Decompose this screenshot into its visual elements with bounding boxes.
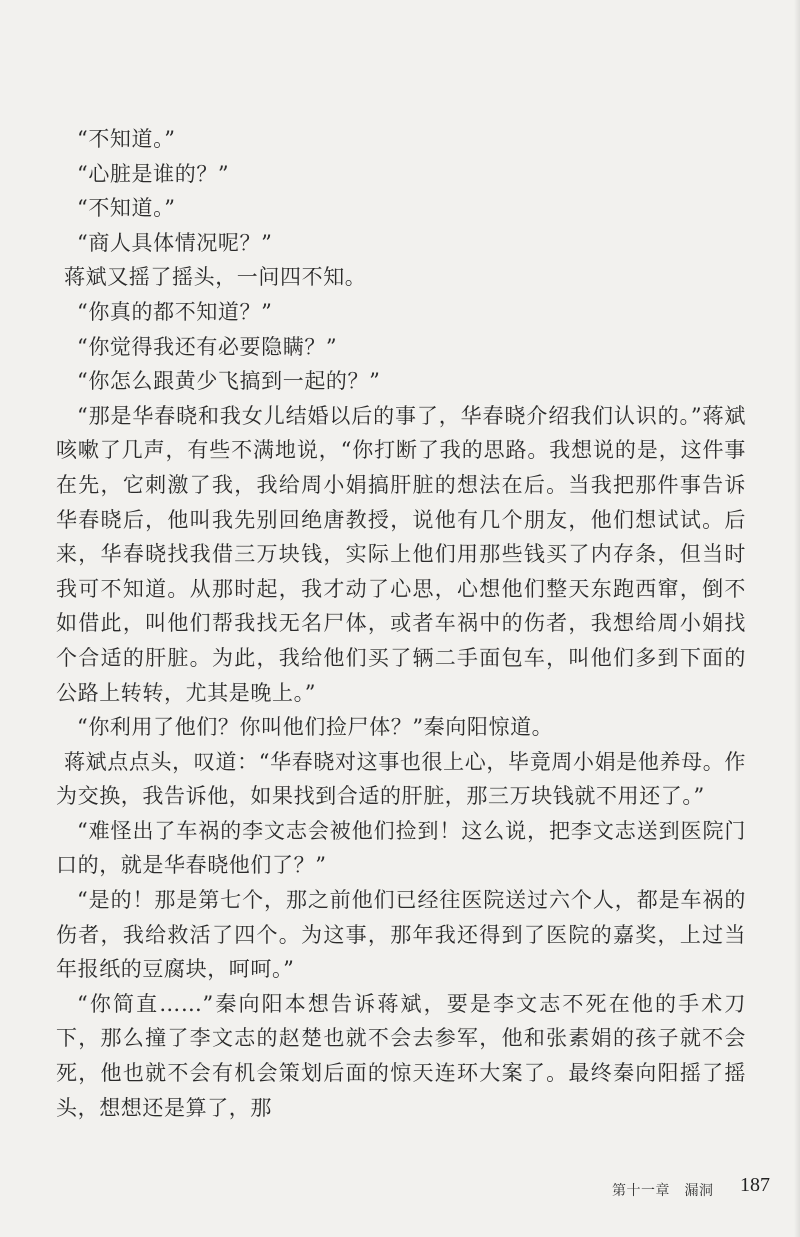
paragraph: 蒋斌又摇了摇头，一问四不知。 — [64, 265, 367, 290]
paragraph: “你怎么跟黄少飞搞到一起的？” — [77, 369, 381, 394]
paragraph: “难怪出了车祸的李文志会被他们捡到！这么说，把李文志送到医院门口的，就是华春晓他们了？” — [56, 818, 746, 878]
paragraph: “那是华春晓和我女儿结婚以后的事了，华春晓介绍我们认识的。”蒋斌咳嗽了几声，有些不满地说，“你打断了我的思路。我想说的是，这件事在先，它刺激了我，我给周小娟搞肝脏的想法在后。当我把那件事告诉华春晓后，他叫我先别回绝唐教授，说他有几个朋友，他们想试试。后来，华春晓找我借三万块钱，实际上他们用那些钱买了内存条，但当时我可不知道。从那时起，我才动了心思，心想他们整天东跑西窜，倒不如借此，叫他们帮我找无名尸体，或者车祸中的伤者，我想给周小娟找个合适的肝脏。为此，我给他们买了辆二手面包车，叫他们多到下面的公路上转转，尤其是晚上。” — [56, 403, 746, 705]
paragraph: “是的！那是第七个，那之前他们已经往医院送过六个人，都是车祸的伤者，我给救活了四个。为这事，那年我还得到了医院的嘉奖，上过当年报纸的豆腐块，呵呵。” — [56, 888, 746, 982]
paragraph: “商人具体情况呢？” — [77, 230, 273, 255]
page-edge-shadow — [794, 0, 800, 1237]
paragraph: “你简直……”秦向阳本想告诉蒋斌，要是李文志不死在他的手术刀下，那么撞了李文志的赵楚也就不会去参军，他和张素娟的孩子就不会死，他也就不会有机会策划后面的惊天连环大案了。最终秦向阳摇了摇头，想想还是算了，那 — [56, 991, 746, 1120]
page-number: 187 — [740, 1174, 770, 1196]
paragraph: “不知道。” — [77, 127, 176, 151]
paragraph: “不知道。” — [77, 196, 176, 221]
paragraph: “心脏是谁的？” — [77, 161, 230, 186]
page-footer — [0, 1176, 800, 1206]
paragraph: “你利用了他们？你叫他们捡尸体？”秦向阳惊道。 — [77, 715, 554, 740]
paragraph: “你觉得我还有必要隐瞒？” — [77, 334, 338, 359]
paragraph: “你真的都不知道？” — [77, 299, 273, 324]
paragraph: 蒋斌点点头，叹道：“华春晓对这事也很上心，毕竟周小娟是他养母。作为交换，我告诉他，如果找到合适的肝脏，那三万块钱就不用还了。” — [56, 749, 746, 809]
body-text — [56, 122, 746, 1125]
chapter-title: 第十一章 漏洞 — [612, 1183, 714, 1199]
